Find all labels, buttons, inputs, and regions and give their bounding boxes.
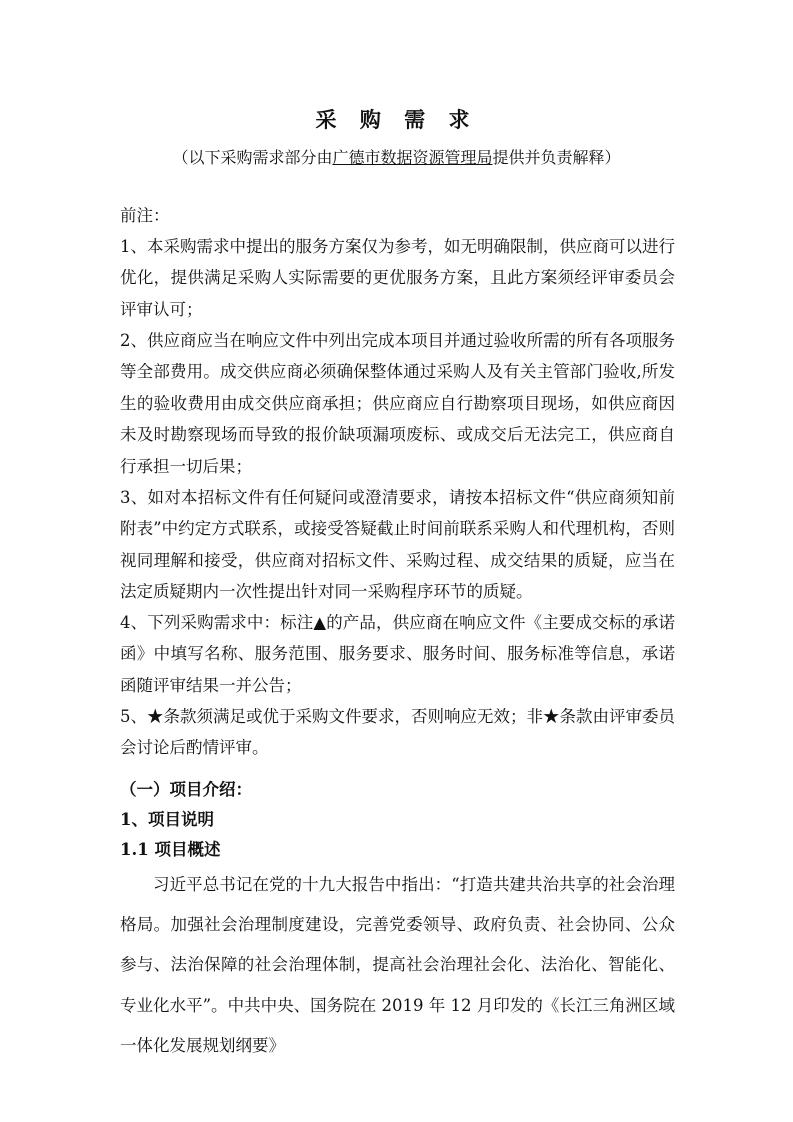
intro-paragraph: 习近平总书记在党的十九大报告中指出：“打造共建共治共享的社会治理格局。加强社会治理制度建设，完善党委领导、政府负责、社会协同、公众参与、法治保障的社会治理体制，提高社会治理社会化、法治化、智能化、专业化水平”。中共中央、国务院在 2019 年 12 月印发的《长江三角洲区域一体化发展规划纲要》 <box>120 875 675 1055</box>
subtitle-prefix: （以下采购需求部分由 <box>172 148 333 167</box>
subsubsection-heading: 1.1 项目概述 <box>120 840 221 859</box>
note-5: 5、★条款须满足或优于采购文件要求，否则响应无效；非★条款由评审委员会讨论后酌情评审。 <box>120 707 675 758</box>
subtitle-organization: 广德市数据资源管理局 <box>332 148 493 167</box>
note-4: 4、下列采购需求中：标注▲的产品，供应商在响应文件《主要成交标的承诺函》中填写名称、服务范围、服务要求、服务时间、服务标准等信息，承诺函随评审结果一并公告； <box>120 613 675 695</box>
subsection-heading: 1、项目说明 <box>120 810 214 829</box>
preface-label: 前注： <box>120 206 170 225</box>
section-heading: （一）项目介绍： <box>120 780 252 799</box>
page-title: 采 购 需 求 <box>315 107 478 132</box>
page-subtitle <box>0 145 793 168</box>
subtitle-suffix: 提供并负责解释） <box>492 148 621 167</box>
note-1: 1、本采购需求中提出的服务方案仅为参考，如无明确限制，供应商可以进行优化，提供满足采购人实际需要的更优服务方案，且此方案须经评审委员会评审认可； <box>120 237 675 319</box>
note-3: 3、如对本招标文件有任何疑问或澄清要求，请按本招标文件“供应商须知前附表”中约定方式联系，或接受答疑截止时间前联系采购人和代理机构，否则视同理解和接受，供应商对招标文件、采购过程、成交结果的质疑，应当在法定质疑期内一次性提出针对同一采购程序环节的质疑。 <box>120 488 675 602</box>
note-2: 2、供应商应当在响应文件中列出完成本项目并通过验收所需的所有各项服务等全部费用。成交供应商必须确保整体通过采购人及有关主管部门验收,所发生的验收费用由成交供应商承担；供应商应自行勘察项目现场，如供应商因未及时勘察现场而导致的报价缺项漏项废标、或成交后无法完工，供应商自行承担一切后果； <box>120 331 675 476</box>
